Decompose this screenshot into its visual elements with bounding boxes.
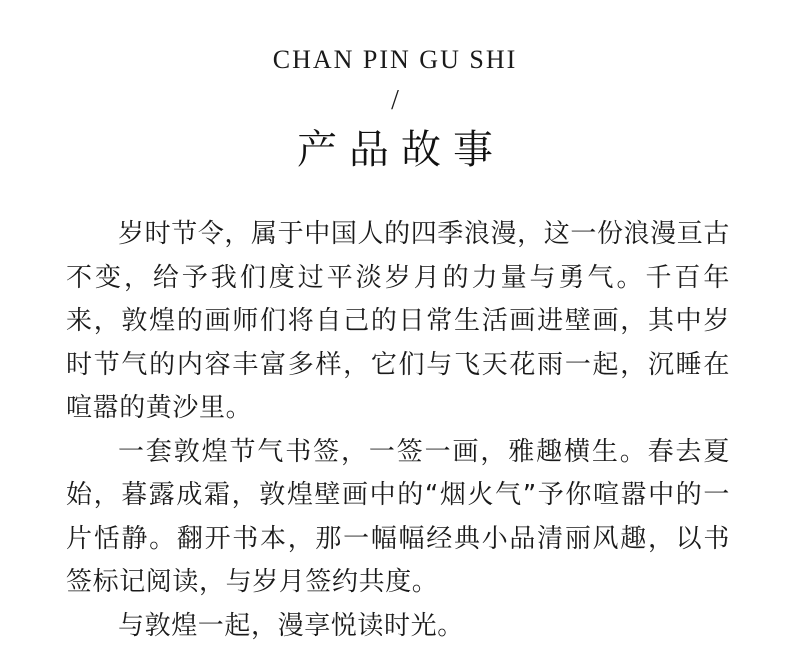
title-divider: / (391, 85, 399, 116)
story-paragraph-3: 与敦煌一起，漫享悦读时光。 (118, 610, 464, 641)
section-title: 产品故事 (297, 127, 505, 173)
story-body (66, 213, 730, 648)
story-paragraph-2: 一套敦煌节气书签，一签一画，雅趣横生。春去夏始，暮露成霜，敦煌壁画中的“烟火气”予你喧嚣中的一片恬静。翻开书本，那一幅幅经典小品清丽风趣，以书签标记阅读，与岁月签约共度。 (66, 436, 730, 597)
section-subtitle: CHAN PIN GU SHI (272, 45, 518, 74)
story-paragraph-1: 岁时节令，属于中国人的四季浪漫，这一份浪漫亘古不变，给予我们度过平淡岁月的力量与勇气。千百年来，敦煌的画师们将自己的日常生活画进壁画，其中岁时节气的内容丰富多样，它们与飞天花雨一起，沉睡在喧嚣的黄沙里。 (66, 219, 730, 423)
